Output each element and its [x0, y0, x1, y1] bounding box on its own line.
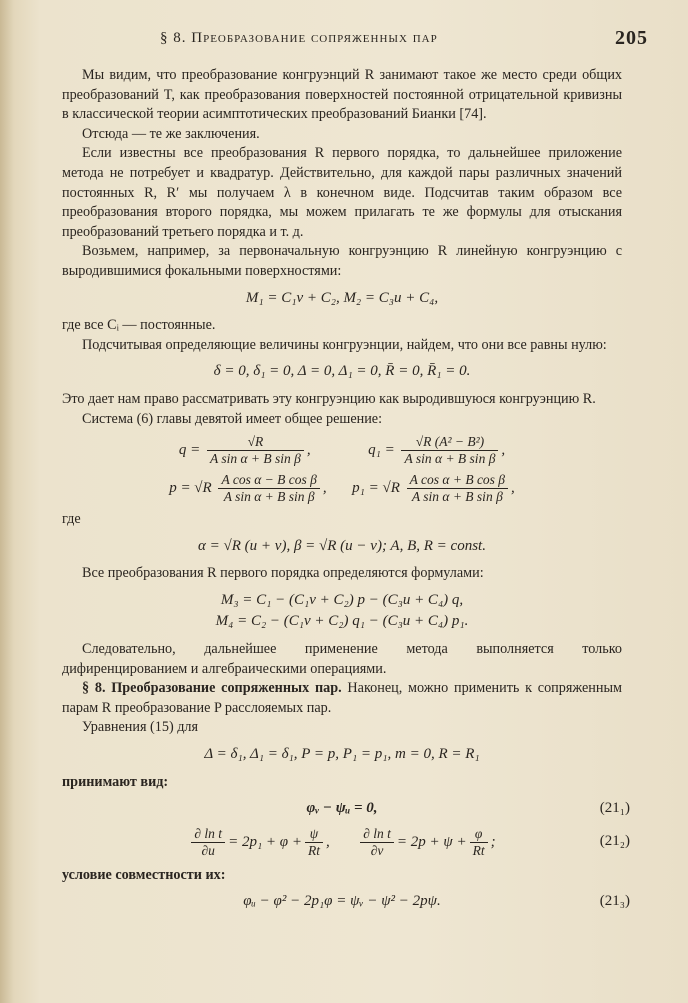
formula-q: q = $\frac{√R}{\text{A sin α + B sin β}}$ , q₁ = $\frac{\text{√R (A² − B²)}}{\text{A sin α + B sin β}}$ , — [178, 434, 506, 467]
formula: M₃ = C₁ − (C₁v + C₂) p − (C₃u + C₄) q, — [220, 591, 464, 608]
paragraph: Мы видим, что преобразование конгруэнций R занимают такое же место среди общих преобразований T, как преобразования поверхностей постоянной отрицательной кривизны в классической теории асимптотических преобразований Бианки [74]. — [62, 67, 622, 123]
fraction — [305, 826, 323, 859]
paragraph: Система (6) главы девятой имеет общее решение: — [82, 410, 383, 427]
denominator: Rt — [307, 842, 320, 858]
paragraph: Все преобразования R первого порядка определяются формулами: — [82, 565, 484, 582]
paragraph: условие совместности их: — [62, 866, 226, 883]
numerator: A cos α − B cos β — [218, 472, 319, 489]
denominator: A sin α + B sin β — [411, 489, 503, 505]
equation-number: (21₁) — [599, 800, 630, 817]
denominator: A sin α + B sin β — [404, 451, 496, 467]
formula-part: p = √R — [169, 480, 212, 497]
numerator: ∂ ln t — [360, 826, 394, 843]
formula-part: = 2p + ψ + — [396, 833, 467, 850]
denominator: ∂u — [201, 842, 215, 858]
formula: δ = 0, δ₁ = 0, Δ = 0, Δ₁ = 0, R̄ = 0, R̄₁ = 0. — [213, 363, 471, 380]
numerator: φ — [470, 826, 488, 843]
section-text: Наконец, можно применить к сопряженным парам R преобразование P расслояемых пар. — [62, 680, 622, 716]
page-body — [62, 66, 630, 919]
fraction — [360, 826, 394, 859]
paragraph: где все Cᵢ — постоянные. — [62, 317, 216, 334]
paragraph: принимают вид: — [62, 773, 169, 790]
formula-part: p₁ = √R — [352, 480, 400, 497]
header-title: § 8. Преобразование сопряженных пар — [160, 30, 438, 46]
denominator: A sin α + B sin β — [223, 489, 315, 505]
paragraph: Подсчитывая определяющие величины конгруэнции, найдем, что они все равны нулю: — [82, 336, 607, 353]
paragraph: Следовательно, дальнейшее применение метода выполняется только дифиренцированием и алгебраическими операциями. — [62, 641, 622, 677]
denominator: ∂v — [370, 842, 384, 858]
equation-body: φᵥ − ψᵤ = 0, — [306, 800, 378, 817]
fraction — [470, 826, 488, 859]
fraction — [407, 472, 508, 505]
formula: M₄ = C₂ − (C₁v + C₂) q₁ − (C₃u + C₄) p₁. — [215, 613, 469, 630]
numerator: √R — [207, 434, 304, 451]
page-number: 205 — [615, 27, 648, 49]
fraction — [218, 472, 319, 505]
fraction — [207, 434, 304, 467]
paragraph: Возьмем, например, за первоначальную конгруэнцию R линейную конгруэнцию с выродившимися фокальными поверхностями: — [62, 243, 622, 279]
running-header — [160, 27, 648, 54]
formula: α = √R (u + v), β = √R (u − v); A, B, R = const. — [198, 537, 486, 554]
fraction — [191, 826, 225, 859]
paragraph: Это дает нам право рассматривать эту конгруэнцию как выродившуюся конгруэнцию R. — [62, 390, 596, 407]
numerator: A cos α + B cos β — [407, 472, 508, 489]
numerator: √R (A² − B²) — [401, 434, 498, 451]
formula-part: = 2p₁ + φ + — [228, 833, 302, 850]
section-heading: § 8. Преобразование сопряженных пар. — [82, 680, 342, 697]
equation-body: φᵤ − φ² − 2p₁φ = ψᵥ − ψ² − 2pψ. — [243, 893, 441, 910]
equation-number: (21₃) — [599, 893, 630, 910]
denominator: Rt — [472, 842, 485, 858]
equation-21-2: $\frac{\text{∂ ln t}}{\partial u}$ = 2p₁ + φ + $\frac{\psi}{Rt}$ , $\frac{\text{∂ ln t}}{\partial v}$ = 2p + ψ + $\frac{\varphi}{Rt}$ ; (21₂) — [62, 826, 622, 859]
formula-part: q = — [178, 442, 201, 459]
formula: M₁ = C₁v + C₂, M₂ = C₃u + C₄, — [245, 289, 439, 306]
fraction — [401, 434, 498, 467]
equation-21-3 — [62, 892, 630, 912]
formula: Δ = δ₁, Δ₁ = δ₁, P = p, P₁ = p₁, m = 0, R = R₁ — [204, 746, 480, 763]
section-paragraph — [62, 679, 622, 718]
paragraph: где — [62, 511, 81, 528]
paragraph: Если известны все преобразования R первого порядка, то дальнейшее приложение метода не потребует и квадратур. Действительно, для каждой пары различных значений постоянных R, R′ мы получаем λ в конечном виде. Подсчитав таким образом все преобразования второго порядка, мы можем прилагать те же формулы для отыскания преобразований третьего порядка и т. д. — [62, 145, 622, 240]
numerator: ψ — [305, 826, 323, 843]
equation-number: (21₂) — [599, 833, 630, 850]
formula-part: q₁ = — [368, 442, 395, 459]
paragraph: Уравнения (15) для — [82, 719, 199, 736]
paragraph: Отсюда — те же заключения. — [82, 125, 260, 142]
formula-p: p = √R $\frac{\text{A cos α − B cos β}}{\text{A sin α + B sin β}}$ , p₁ = √R $\frac{\text{A cos α + B cos β}}{\text{A sin α + B sin β}}$ , — [169, 472, 515, 505]
denominator: A sin α + B sin β — [209, 451, 301, 467]
equation-21-1 — [62, 799, 630, 819]
numerator: ∂ ln t — [191, 826, 225, 843]
